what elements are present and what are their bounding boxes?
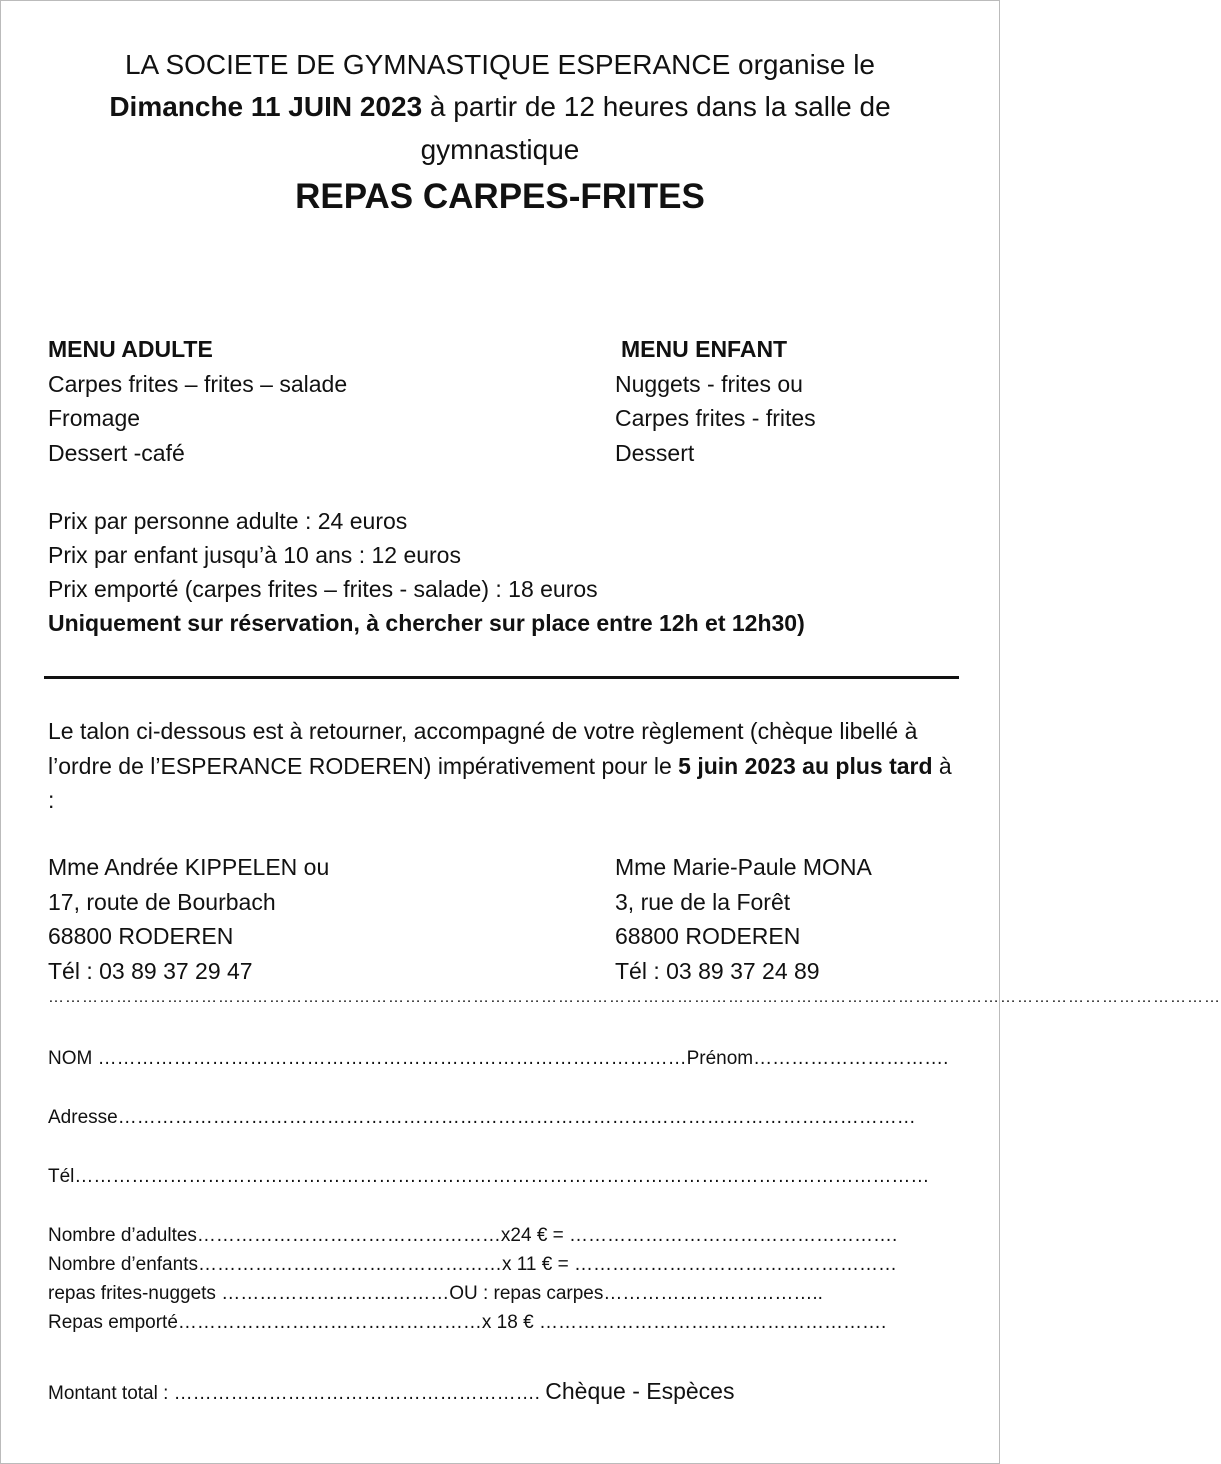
- menu-adult-item: Carpes frites – frites – salade: [48, 370, 348, 397]
- reservation-note: Uniquement sur réservation, à chercher sur place entre 12h et 12h30): [48, 610, 805, 636]
- return-instructions: [48, 714, 953, 818]
- menu-child-item: Dessert: [615, 439, 695, 466]
- total-label: Montant total : ………………………………………………….: [48, 1383, 546, 1404]
- header-line-1: LA SOCIETE DE GYMNASTIQUE ESPERANCE organise le: [124, 49, 875, 80]
- contact-city: 68800 RODEREN: [615, 923, 801, 949]
- form-adresse[interactable]: Adresse………………………………………………………………………………………………………………: [48, 1107, 916, 1128]
- contact-name: Mme Andrée KIPPELEN ou: [48, 854, 330, 880]
- header-line-3: gymnastique: [420, 134, 580, 165]
- menu-child-item: Carpes frites - frites: [615, 405, 816, 431]
- contact-name: Mme Marie-Paule MONA: [615, 854, 872, 880]
- contact-1: [48, 850, 329, 988]
- price-child: Prix par enfant jusqu’à 10 ans : 12 euros: [48, 542, 461, 568]
- menu-adult: [48, 332, 347, 470]
- menu-child: [615, 332, 816, 470]
- header-line-2-rest: à partir de 12 heures dans la salle de: [422, 91, 891, 122]
- cut-line: ………………………………………………………………………………………………………………………………………………………………………………………: [48, 989, 1221, 1006]
- instructions-text: Le talon ci-dessous est à retourner, accompagné de votre règlement (chèque libellé à l’ordre de l’ESPERANCE RODEREN) impérativement pour le: [48, 718, 918, 779]
- event-date: Dimanche 11 JUIN 2023: [109, 91, 423, 122]
- form-tel[interactable]: Tél………………………………………………………………………………………………………………………: [48, 1166, 930, 1187]
- header-line-2: [41, 85, 959, 129]
- menu-child-heading: MENU ENFANT: [621, 336, 788, 362]
- contact-phone: Tél : 03 89 37 29 47: [48, 957, 253, 984]
- form-adultes[interactable]: Nombre d’adultes…………………………………………x24 € = …………………………………………….: [48, 1225, 898, 1246]
- menu-adult-item: Dessert -café: [48, 439, 185, 466]
- form-total[interactable]: [48, 1378, 734, 1405]
- contact-city: 68800 RODEREN: [48, 923, 234, 949]
- price-list: [48, 504, 805, 640]
- form-emporte[interactable]: Repas emporté…………………………………………x 18 € ……………………………………………….: [48, 1312, 887, 1333]
- contact-2: [615, 850, 872, 988]
- divider: [44, 676, 959, 679]
- form-repas[interactable]: repas frites-nuggets ………………………………OU : repas carpes……………………………..: [48, 1283, 823, 1304]
- page-title: REPAS CARPES-FRITES: [295, 177, 705, 216]
- instructions-end: à :: [48, 752, 952, 813]
- deadline: 5 juin 2023 au plus tard: [678, 752, 933, 779]
- price-adult: Prix par personne adulte : 24 euros: [48, 508, 408, 534]
- form-nom[interactable]: NOM …………………………………………………………………………………Prénom………………………….: [48, 1048, 949, 1069]
- contact-street: 17, route de Bourbach: [48, 888, 276, 915]
- menu-adult-item: Fromage: [48, 405, 141, 431]
- payment-methods: Chèque - Espèces: [545, 1378, 735, 1404]
- price-takeaway: Prix emporté (carpes frites – frites - salade) : 18 euros: [48, 576, 598, 602]
- menu-adult-heading: MENU ADULTE: [48, 336, 213, 362]
- form-enfants[interactable]: Nombre d’enfants…………………………………………x 11 € = ……………………………………………: [48, 1254, 897, 1275]
- menu-child-item: Nuggets - frites ou: [615, 370, 803, 397]
- contact-street: 3, rue de la Forêt: [615, 888, 791, 915]
- contact-phone: Tél : 03 89 37 24 89: [615, 957, 820, 984]
